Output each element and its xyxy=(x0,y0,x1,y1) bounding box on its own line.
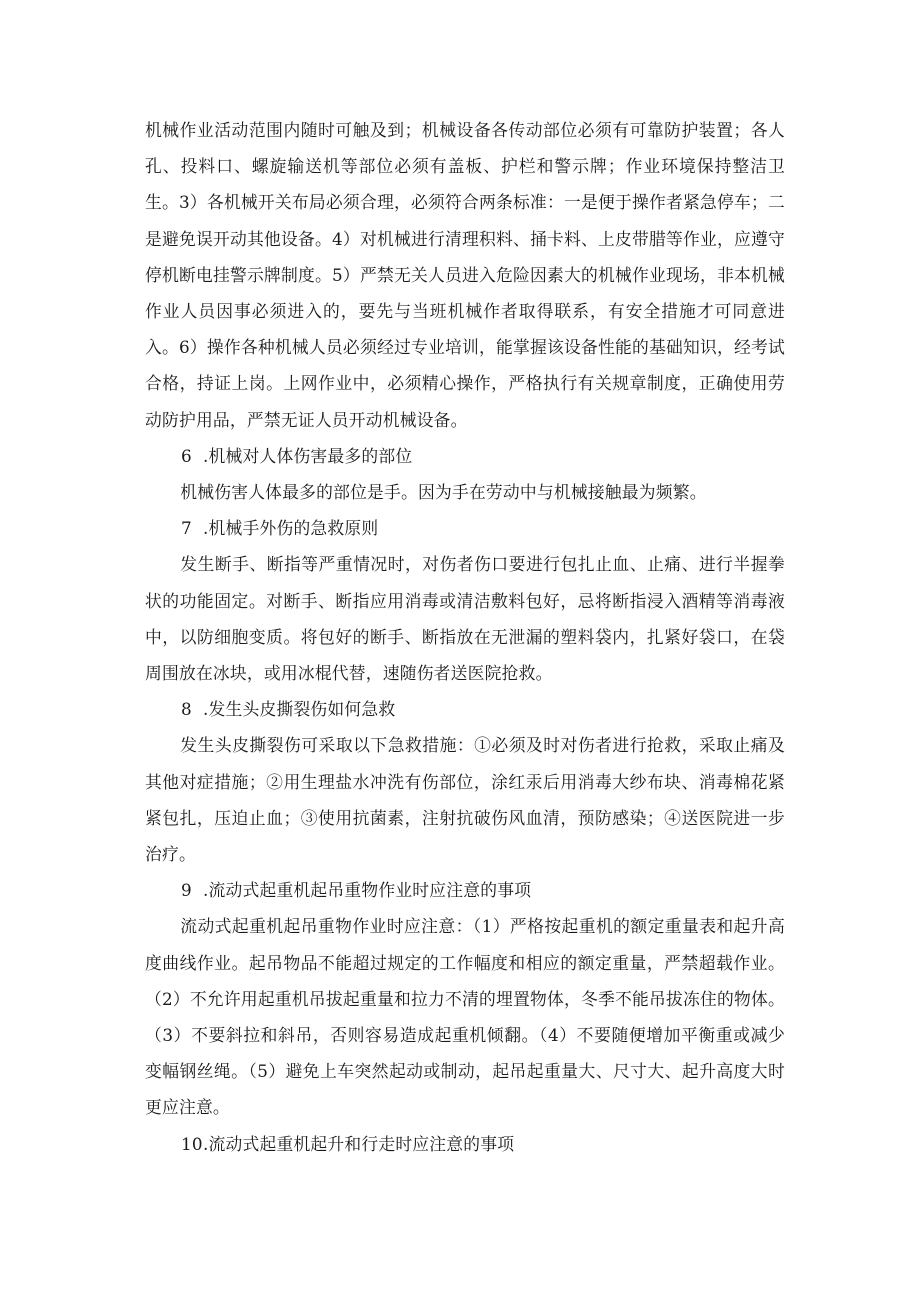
paragraph-section-8: 发生头皮撕裂伤可采取以下急救措施：①必须及时对伤者进行抢救，采取止痛及其他对症措施；②用生理盐水冲洗有伤部位，涂红汞后用消毒大纱布块、消毒棉花紧紧包扎，压迫止血；③使用抗菌素，注射抗破伤风血清，预防感染；④送医院进一步治疗。 xyxy=(145,735,785,865)
paragraph-section-7: 发生断手、断指等严重情况时，对伤者伤口要进行包扎止血、止痛、进行半握拳状的功能固定。对断手、断指应用消毒或清洁敷料包好，忌将断指浸入酒精等消毒液中，以防细胞变质。将包好的断手、断指放在无泄漏的塑料袋内，扎紧好袋口，在袋周围放在冰块，或用冰棍代替，速随伤者送医院抢救。 xyxy=(145,554,785,684)
section-title: .机械手外伤的急救原则 xyxy=(203,518,379,539)
heading-section-8 xyxy=(145,691,785,727)
section-title: .流动式起重机起吊重物作业时应注意的事项 xyxy=(203,880,532,901)
section-number: 7 xyxy=(181,518,192,539)
document-body xyxy=(145,112,785,1162)
paragraph-section-6: 机械伤害人体最多的部位是手。因为手在劳动中与机械接触最为频繁。 xyxy=(180,482,707,503)
heading-section-7 xyxy=(145,510,785,546)
section-number: 9 xyxy=(181,880,192,901)
heading-section-9 xyxy=(145,872,785,908)
section-title: .流动式起重机起升和行走时应注意的事项 xyxy=(203,1133,515,1154)
section-number: 8 xyxy=(181,699,192,720)
paragraph-machine-safety-rules: 机械作业活动范围内随时可触及到；机械设备各传动部位必须有可靠防护装置；各人孔、投料口、螺旋输送机等部位必须有盖板、护栏和警示牌；作业环境保持整洁卫生。3）各机械开关布局必须合理，必须符合两条标准：一是便于操作者紧急停车；二是避免误开动其他设备。4）对机械进行清理积料、捅卡料、上皮带腊等作业，应遵守停机断电挂警示牌制度。5）严禁无关人员进入危险因素大的机械作业现场，非本机械作业人员因事必须进入的，要先与当班机械作者取得联系，有安全措施才可同意进入。6）操作各种机械人员必须经过专业培训，能掌握该设备性能的基础知识，经考试合格，持证上岗。上网作业中，必须精心操作，严格执行有关规章制度，正确使用劳动防护用品，严禁无证人员开动机械设备。 xyxy=(145,120,785,430)
section-title: .发生头皮撕裂伤如何急救 xyxy=(203,699,396,720)
section-number: 10 xyxy=(181,1133,203,1154)
paragraph-section-9: 流动式起重机起吊重物作业时应注意：（1）严格按起重机的额定重量表和起升高度曲线作业。起吊物品不能超过规定的工作幅度和相应的额定重量，严禁超载作业。（2）不允许用起重机吊拔起重量和拉力不清的埋置物体，冬季不能吊拔冻住的物体。（3）不要斜拉和斜吊，否则容易造成起重机倾翻。（4）不要随便增加平衡重或减少变幅钢丝绳。（5）避免上车突然起动或制动，起吊起重量大、尺寸大、起升高度大时更应注意。 xyxy=(145,916,785,1118)
heading-section-6 xyxy=(145,438,785,474)
section-title: .机械对人体伤害最多的部位 xyxy=(203,445,413,466)
section-number: 6 xyxy=(181,445,192,466)
heading-section-10 xyxy=(145,1126,785,1162)
